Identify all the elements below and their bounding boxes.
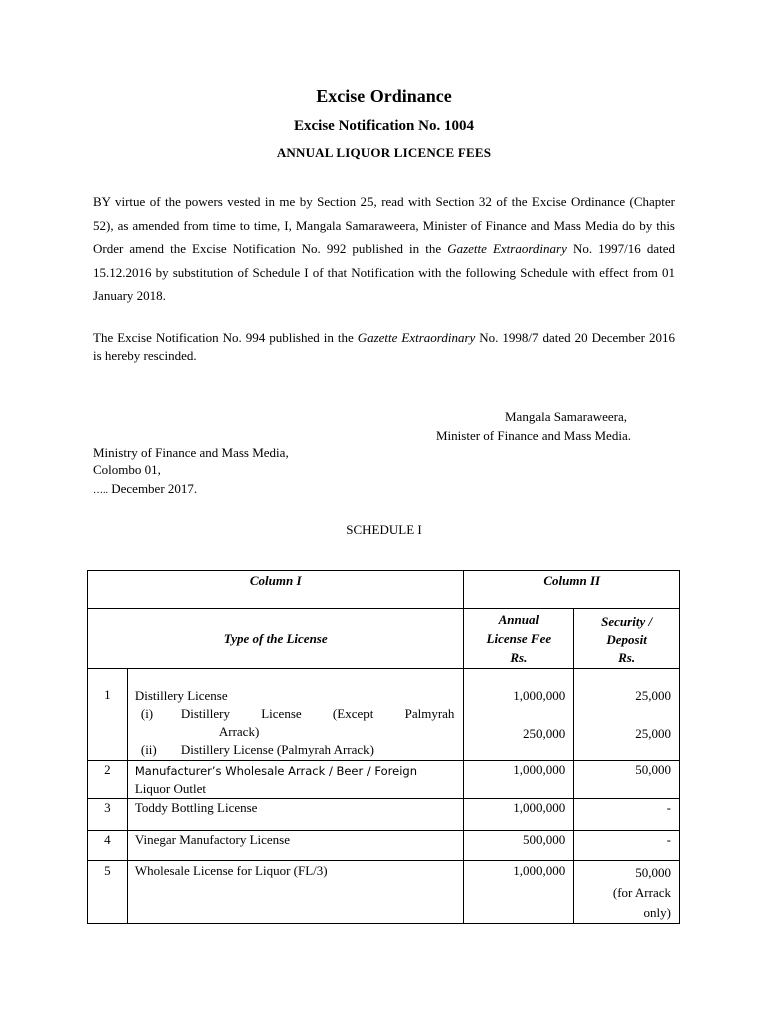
license-type: Manufacturer’s Wholesale Arrack / Beer / Foreign Liquor Outlet: [127, 761, 464, 799]
annual-fee: 500,000: [464, 831, 574, 861]
column-ii-header: Column II: [464, 571, 680, 609]
security-deposit: -: [574, 831, 680, 861]
rescind-paragraph: The Excise Notification No. 994 published in the Gazette Extraordinary No. 1998/7 dated 20 December 2016 is hereby rescinded.: [93, 330, 675, 363]
signatory-title: Minister of Finance and Mass Media.: [436, 428, 631, 443]
table-row: [88, 831, 680, 861]
document-date: ….. December 2017.: [93, 481, 198, 496]
table-header-row: [88, 571, 680, 609]
row-number: 3: [88, 799, 128, 831]
table-row: [88, 761, 680, 799]
document-subtitle: ANNUAL LIQUOR LICENCE FEES: [276, 145, 492, 160]
schedule-title: SCHEDULE I: [346, 522, 422, 537]
license-fee-table: [87, 570, 680, 924]
license-type: Toddy Bottling License: [127, 799, 464, 831]
table-subheader-row: [88, 609, 680, 669]
column-i-header: Column I: [88, 571, 464, 609]
row-number: 5: [88, 861, 128, 924]
security-deposit: 50,000 (for Arrack only): [574, 861, 680, 924]
table-row: [88, 799, 680, 831]
row-number: 4: [88, 831, 128, 861]
row-number: 1: [88, 669, 128, 761]
ministry-address: Ministry of Finance and Mass Media,: [93, 445, 289, 460]
security-deposit: 25,000 25,000: [574, 669, 680, 761]
license-type-header: Type of the License: [88, 609, 464, 669]
document-title: Excise Ordinance: [316, 86, 452, 106]
city-address: Colombo 01,: [93, 462, 161, 477]
row-number: 2: [88, 761, 128, 799]
license-type: Wholesale License for Liquor (FL/3): [127, 861, 464, 924]
table-row: [88, 669, 680, 761]
table-row: [88, 861, 680, 924]
notification-number: Excise Notification No. 1004: [294, 118, 474, 134]
annual-fee-header: Annual License Fee Rs.: [464, 609, 574, 669]
annual-fee: 1,000,000 250,000: [464, 669, 574, 761]
annual-fee: 1,000,000: [464, 799, 574, 831]
security-deposit: 50,000: [574, 761, 680, 799]
security-deposit: -: [574, 799, 680, 831]
license-type: Vinegar Manufactory License: [127, 831, 464, 861]
annual-fee: 1,000,000: [464, 861, 574, 924]
license-type: Distillery License (i) Distillery License (Except Palmyrah Arrack) (ii) Distillery License (Palmyrah Arrack): [127, 669, 464, 761]
annual-fee: 1,000,000: [464, 761, 574, 799]
security-deposit-header: Security / Deposit Rs.: [574, 609, 680, 669]
order-paragraph: BY virtue of the powers vested in me by Section 25, read with Section 32 of the Excise Ordinance (Chapter 52), as amended from time to time, I, Mangala Samaraweera, Minister of Finance and Mass Media do by this Order amend the Excise Notification No. 992 published in the Gazette Extraordinary No. 1997/16 dated 15.12.2016 by substitution of Schedule I of that Notification with the following Schedule with effect from 01 January 2018.: [93, 194, 675, 303]
signatory-name: Mangala Samaraweera,: [505, 409, 627, 424]
